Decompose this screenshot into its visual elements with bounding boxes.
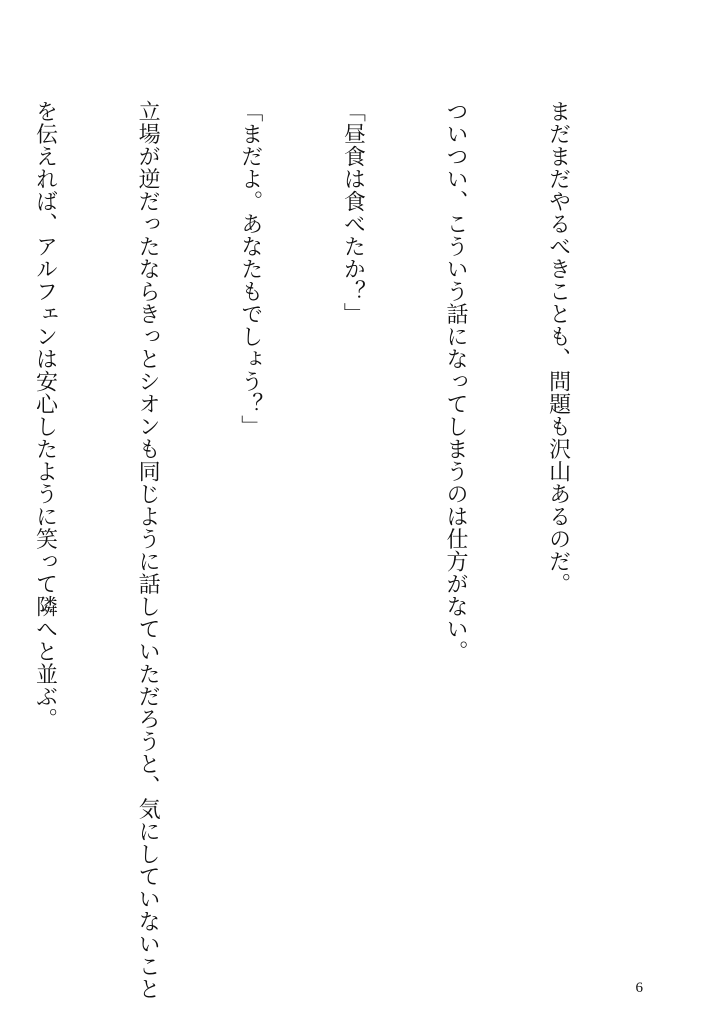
text-line: まだまだやるべきことも、問題も沢山あるのだ。 — [545, 100, 571, 595]
text-line: を伝えれば、アルフェンは安心したように笑って隣へと並ぶ。 — [32, 100, 58, 730]
page-number: 6 — [635, 980, 643, 996]
text-line: ついつい、こういう話になってしまうのは仕方がない。 — [442, 100, 468, 663]
text-line: 「昼食は食べたか？」 — [340, 100, 366, 325]
vertical-body-text — [0, 100, 643, 1000]
text-line: 立場が逆だったならきっとシオンも同じように話していただろうと、気にしていないこと — [135, 100, 161, 1000]
text-line: 「まだよ。あなたもでしょう？」 — [237, 100, 263, 438]
